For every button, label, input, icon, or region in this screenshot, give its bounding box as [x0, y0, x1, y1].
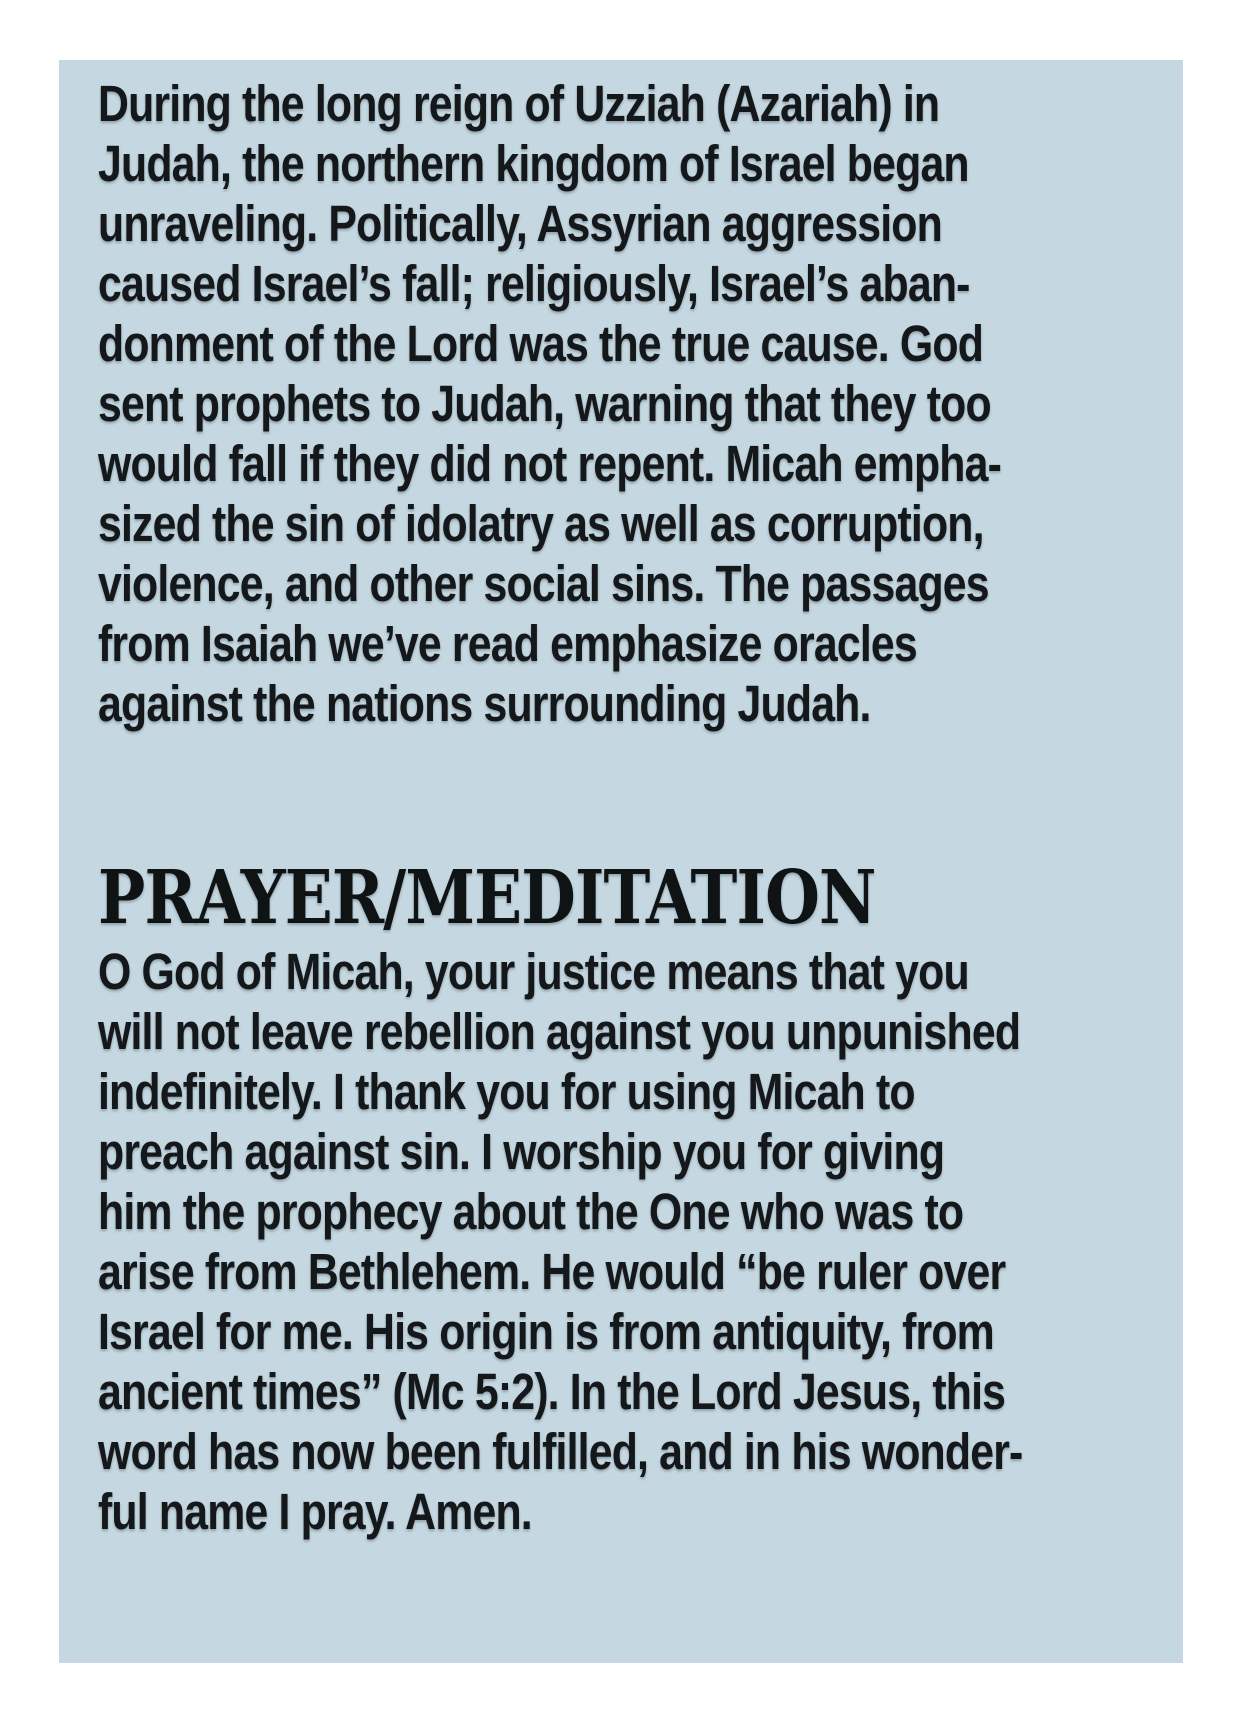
text-line: indefinitely. I thank you for using Micah to [98, 1063, 915, 1120]
text-line: would fall if they did not repent. Micah empha- [98, 435, 1002, 492]
prayer-meditation-heading: PRAYER/MEDITATION [98, 855, 876, 941]
intro-paragraph [98, 74, 1159, 734]
text-line: donment of the Lord was the true cause. God [98, 315, 984, 372]
text-line: sent prophets to Judah, warning that they too [98, 375, 991, 432]
text-line: will not leave rebellion against you unpunished [98, 1003, 1021, 1060]
text-line: sized the sin of idolatry as well as corruption, [98, 495, 984, 552]
text-line: ancient times” (Mc 5:2). In the Lord Jesus, this [98, 1363, 1006, 1420]
text-line: him the prophecy about the One who was to [98, 1183, 964, 1240]
text-line: violence, and other social sins. The passages [98, 555, 989, 612]
text-line: unraveling. Politically, Assyrian aggression [98, 195, 942, 252]
text-line: During the long reign of Uzziah (Azariah) in [98, 75, 940, 132]
text-line: word has now been fulfilled, and in his wonder- [98, 1423, 1023, 1480]
text-line: Judah, the northern kingdom of Israel began [98, 135, 969, 192]
text-line: from Isaiah we’ve read emphasize oracles [98, 615, 917, 672]
text-line: caused Israel’s fall; religiously, Israel’s aban- [98, 255, 970, 312]
content-panel [59, 60, 1183, 1663]
text-line: arise from Bethlehem. He would “be ruler over [98, 1243, 1006, 1300]
text-line: preach against sin. I worship you for giving [98, 1123, 945, 1180]
prayer-paragraph [98, 942, 1159, 1542]
text-line: Israel for me. His origin is from antiquity, from [98, 1303, 994, 1360]
text-line: O God of Micah, your justice means that you [98, 943, 969, 1000]
text-line: against the nations surrounding Judah. [98, 675, 871, 732]
text-line: ful name I pray. Amen. [98, 1483, 532, 1540]
